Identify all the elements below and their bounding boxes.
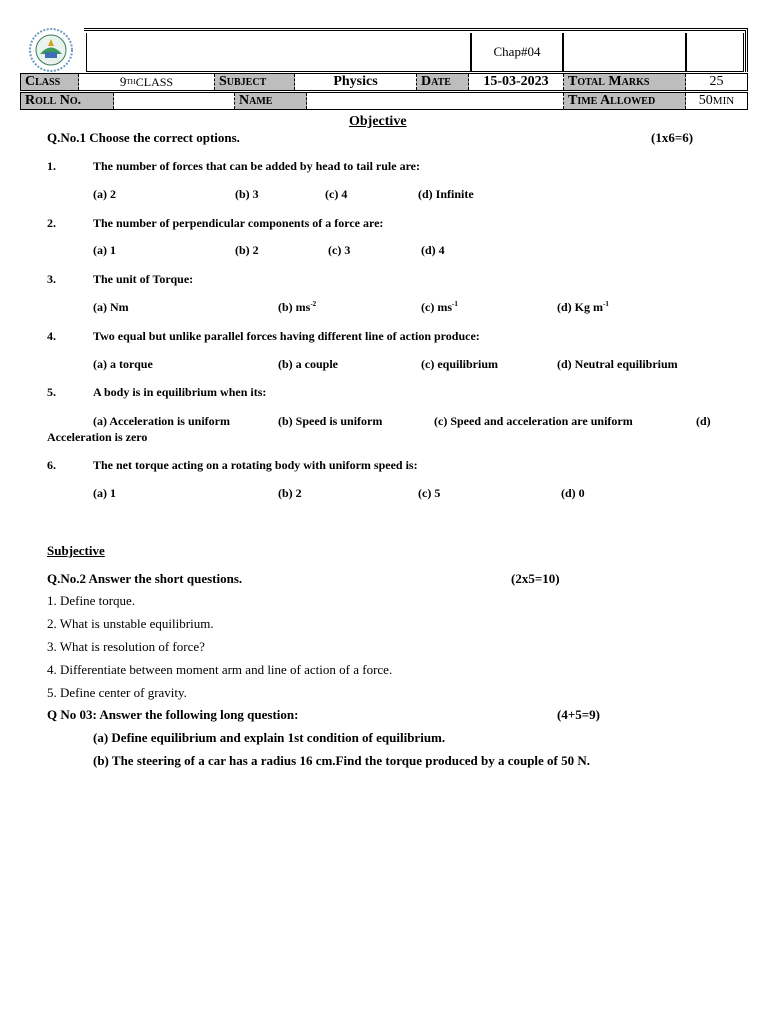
question-number: 1.: [47, 159, 56, 173]
option: (a) Nm: [93, 300, 129, 314]
option: (b) a couple: [278, 357, 338, 371]
question-text: A body is in equilibrium when its:: [93, 385, 267, 399]
class-label: Class: [21, 74, 79, 90]
option: (d) Neutral equilibrium: [557, 357, 678, 371]
school-logo: [28, 27, 74, 73]
option: (a) Acceleration is uniform: [93, 414, 230, 428]
header-row-class: [20, 73, 748, 91]
option: (d) Kg $m^{-1}$: [557, 300, 609, 314]
header-row-roll: [20, 92, 748, 110]
short-question: 2. What is unstable equilibrium.: [47, 616, 214, 631]
subject-value: Physics: [295, 74, 417, 90]
option: (c) 5: [418, 486, 441, 500]
time-allowed-label: Time Allowed: [564, 93, 686, 109]
q3-marks: (4+5=9): [557, 707, 600, 722]
option: (b) Speed is uniform: [278, 414, 383, 428]
question-text: The number of forces that can be added by head to tail rule are:: [93, 159, 420, 173]
roll-no-label: Roll No.: [21, 93, 114, 109]
subjective-heading: Subjective: [47, 543, 105, 558]
option: (b) 3: [235, 187, 259, 201]
option: (b) 2: [235, 243, 259, 257]
short-question: 5. Define center of gravity.: [47, 685, 187, 700]
roll-no-field[interactable]: [114, 93, 235, 109]
option: (c) 4: [325, 187, 348, 201]
option: (c) 3: [328, 243, 351, 257]
question-number: 3.: [47, 272, 56, 286]
long-question: (b) The steering of a car has a radius 16 cm.Find the torque produced by a couple of 50 N.: [93, 753, 591, 768]
header-top-box: [84, 28, 748, 72]
objective-heading: Objective: [349, 114, 407, 129]
total-marks-label: Total Marks: [564, 74, 686, 90]
date-label: Date: [417, 74, 469, 90]
time-allowed-value: 50 MIN: [698, 93, 735, 108]
question-number: 2.: [47, 216, 56, 230]
option: (b) 2: [278, 486, 302, 500]
header-blank-cell-2: [562, 33, 686, 72]
question-number: 5.: [47, 385, 56, 399]
q2-title: Q.No.2 Answer the short questions.: [47, 571, 243, 586]
question-text: The unit of Torque:: [93, 272, 194, 286]
q3-title: Q No 03: Answer the following long question:: [47, 707, 299, 722]
date-value: 15-03-2023: [469, 74, 564, 90]
short-question: 1. Define torque.: [47, 593, 136, 608]
option: (b) $ms^{-2}$: [278, 300, 317, 314]
q1-title: Q.No.1 Choose the correct options.: [47, 130, 240, 145]
option: (a) a torque: [93, 357, 153, 371]
q1-marks: (1x6=6): [651, 130, 694, 145]
option: (c) Speed and acceleration are uniform: [434, 414, 633, 428]
question-text: Two equal but unlike parallel forces having different line of action produce:: [93, 329, 480, 343]
option: (c) equilibrium: [421, 357, 498, 371]
class-value: 9 TH CLASS: [79, 74, 215, 90]
option: (d) 4: [421, 243, 445, 257]
option: (d): [696, 414, 711, 428]
option: (d) 0: [561, 486, 585, 500]
header-blank-cell-3: [686, 33, 744, 72]
option: (d) Infinite: [418, 187, 474, 201]
option: (a) 2: [93, 187, 116, 201]
question-number: 6.: [47, 458, 56, 472]
question-text: The net torque acting on a rotating body with uniform speed is:: [93, 458, 418, 472]
header-blank-cell-1: [86, 33, 472, 72]
short-question: 4. Differentiate between moment arm and line of action of a force.: [47, 662, 393, 677]
long-question: (a) Define equilibrium and explain 1st condition of equilibrium.: [93, 730, 446, 745]
option: (c) $ms^{-1}$: [421, 300, 458, 314]
chapter-label: Chap#04: [470, 33, 564, 72]
subject-label: Subject: [215, 74, 295, 90]
option: (a) 1: [93, 243, 116, 257]
short-question: 3. What is resolution of force?: [47, 639, 205, 654]
option: (a) 1: [93, 486, 116, 500]
question-text: The number of perpendicular components of a force are:: [93, 216, 384, 230]
question-number: 4.: [47, 329, 56, 343]
option-continuation: Acceleration is zero: [47, 430, 148, 444]
name-label: Name: [235, 93, 307, 109]
total-marks-value: 25: [709, 74, 724, 89]
q2-marks: (2x5=10): [511, 571, 560, 586]
name-field[interactable]: [307, 93, 564, 109]
